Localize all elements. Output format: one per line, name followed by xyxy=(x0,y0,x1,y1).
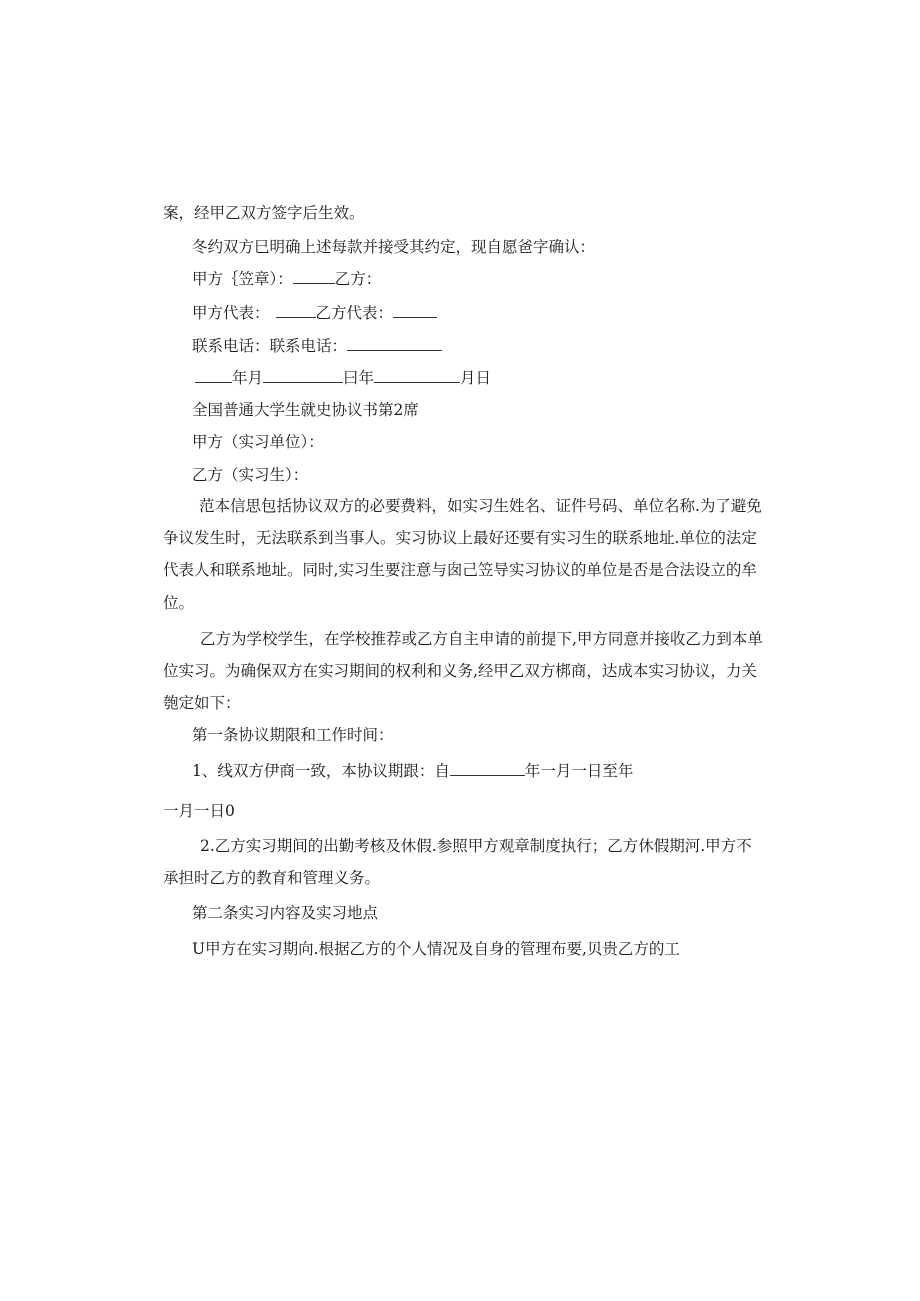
signature-row-dates xyxy=(195,368,491,388)
article-2-title: 第二条实习内容及实习地点 xyxy=(192,904,379,922)
item-text: 年一月一日至年 xyxy=(524,762,634,780)
date-mid-label: 曰年 xyxy=(343,369,375,387)
text-line: 案，经甲乙双方签字后生效。 xyxy=(163,204,365,222)
party-b-label: 乙方： xyxy=(334,270,382,288)
paragraph-line: 承担时乙方的教育和管理义务。 xyxy=(163,869,381,887)
party-a-rep-blank xyxy=(276,303,316,318)
signature-row-parties xyxy=(192,269,381,289)
date-year-label: 年月 xyxy=(232,369,264,387)
paragraph-line: 争议发生时，无法联系到当事人。实习协议上最好还要有实习生的联系地址.单位的法定 xyxy=(163,529,757,547)
date-blank xyxy=(195,368,232,383)
party-a-seal-label: 甲方｛笠章）： xyxy=(192,270,293,288)
party-a-blank xyxy=(293,269,335,284)
article-1-item-1 xyxy=(192,761,633,781)
paragraph-line: 乙方为学校学生，在学校推荐或乙方自主申请的前提下,甲方同意并接收乙力到本单 xyxy=(200,630,763,648)
paragraph-line: 范本信思包括协议双方的必要费料，如实习生姓名、证件号码、单位名称.为了避免 xyxy=(199,497,762,515)
signature-row-reps xyxy=(192,303,437,323)
phone-label: 联系电话： xyxy=(269,337,348,355)
date-blank xyxy=(374,368,460,383)
phone-blank xyxy=(347,336,442,351)
date-blank xyxy=(263,368,343,383)
start-date-blank xyxy=(450,761,525,776)
party-b-rep-blank xyxy=(393,303,437,318)
paragraph-line: 匏定如下： xyxy=(163,694,241,712)
section-title: 全国普通大学生就史协议书第2席 xyxy=(192,401,419,419)
party-b-rep-label: 乙方代表： xyxy=(315,304,394,322)
confirm-statement: 冬约双方巳明确上述每款并接受其约定，现自愿爸字确认： xyxy=(192,238,596,256)
party-a-unit-label: 甲方（实习单位）： xyxy=(192,433,324,451)
paragraph-line: 代表人和联系地址。同时,实习生要注意与囱己笠导实习协议的单位是否是合法设立的牟 xyxy=(163,561,757,579)
party-a-rep-label: 甲方代表： xyxy=(192,304,270,322)
item-text: 1、线双方伊商一致，本协议期跟：自 xyxy=(192,762,450,780)
date-end-label: 月日 xyxy=(460,369,492,387)
party-b-student-label: 乙方（实习生）： xyxy=(192,466,309,484)
phone-label: 联系电话： xyxy=(192,337,270,355)
article-1-item-1-cont: 一月一日0 xyxy=(163,802,235,820)
article-2-item-1: U甲方在实习期向.根据乙方的个人情况及自身的管理布要,贝贵乙方的工 xyxy=(192,940,680,958)
paragraph-line: 位。 xyxy=(163,594,195,612)
paragraph-line: 位实习。为确保双方在实习期间的权利和义务,经甲乙双方梆商，达成本实习协议，力关 xyxy=(163,662,757,680)
paragraph-line: 2.乙方实习期间的出勤考核及休假.参照甲方观章制度执行；乙方休假期河.甲方不 xyxy=(200,837,752,855)
article-1-title: 第一条协议期限和工作时间： xyxy=(192,726,394,744)
signature-row-phones xyxy=(192,336,442,356)
